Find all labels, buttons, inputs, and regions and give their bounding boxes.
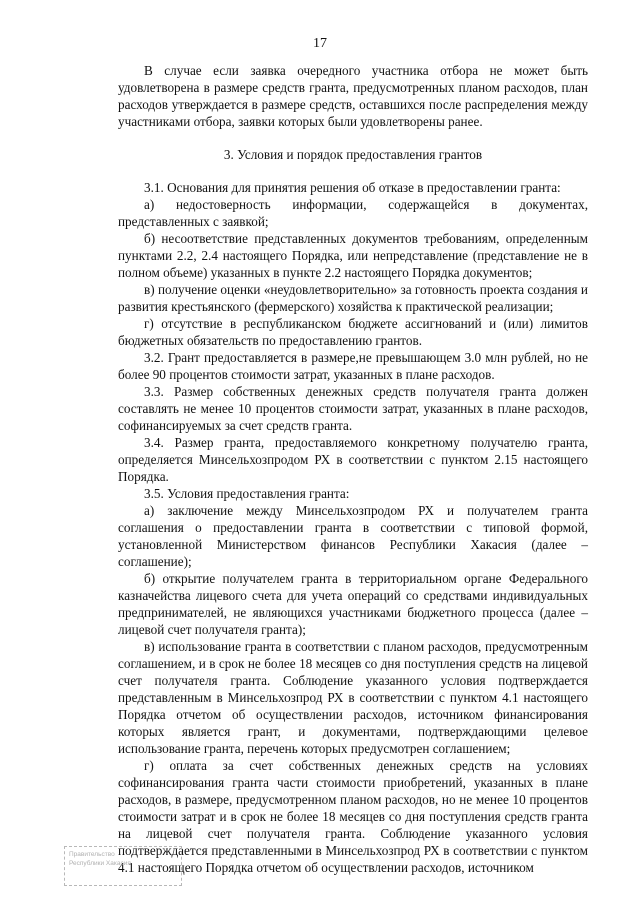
stamp-line: Республики Хакасия bbox=[69, 860, 131, 867]
document-body bbox=[118, 62, 588, 876]
intro-paragraph: В случае если заявка очередного участника отбора не может быть удовлетворена в размере средств гранта, предусмотренных планом расходов, план расходов утверждается в размере средств, оставшихся после распределения между участниками отбора, заявки которых были удовлетворены ранее. bbox=[118, 63, 588, 129]
paragraph-3-1-v: в) получение оценки «неудовлетворительно» за готовность проекта создания и развития крестьянского (фермерского) хозяйства к практической реализации; bbox=[118, 282, 588, 314]
document-stamp bbox=[64, 846, 182, 886]
paragraph-3-4: 3.4. Размер гранта, предоставляемого конкретному получателю гранта, определяется Минсельхозпродом РХ в соответствии с пунктом 2.15 настоящего Порядка. bbox=[118, 435, 588, 484]
stamp-line: Правительство bbox=[69, 851, 115, 858]
paragraph-3-2: 3.2. Грант предоставляется в размере,не превышающем 3.0 млн рублей, но не более 90 процентов стоимости затрат, указанных в плане расходов. bbox=[118, 350, 588, 382]
paragraph-3-1: 3.1. Основания для принятия решения об отказе в предоставлении гранта: bbox=[144, 180, 561, 195]
paragraph-3-5-b: б) открытие получателем гранта в территориальном органе Федерального казначейства лицевого счета для учета операций со средствами индивидуальных предпринимателей, не являющихся участниками бюджетного процесса (далее – лицевой счет получателя гранта); bbox=[118, 571, 588, 637]
paragraph-3-5-g: г) оплата за счет собственных денежных средств на условиях софинансирования гранта части стоимости приобретений, указанных в плане расходов, в размере, предусмотренном планом расходов, но не менее 10 процентов стоимости затрат и в срок не более 18 месяцев со дня поступления средств гранта на лицевой счет получателя гранта. Соблюдение указанного условия подтверждается представленными в Минсельхозпрод РХ в соответствии с пунктом 4.1 настоящего Порядка отчетом об осуществлении расходов, источником bbox=[118, 758, 588, 875]
section-heading: 3. Условия и порядок предоставления грантов bbox=[223, 147, 483, 162]
paragraph-3-5: 3.5. Условия предоставления гранта: bbox=[144, 486, 350, 501]
page-number: 17 bbox=[313, 36, 327, 51]
paragraph-3-1-g: г) отсутствие в республиканском бюджете ассигнований и (или) лимитов бюджетных обязательств по предоставлению грантов. bbox=[118, 316, 588, 348]
paragraph-3-1-a: а) недостоверность информации, содержащейся в документах, представленных с заявкой; bbox=[118, 197, 588, 229]
paragraph-3-1-b: б) несоответствие представленных документов требованиям, определенным пунктами 2.2, 2.4 настоящего Порядка, или непредставление (представление не в полном объеме) указанных в пункте 2.2 настоящего Порядка документов; bbox=[118, 231, 588, 280]
paragraph-3-5-v: в) использование гранта в соответствии с планом расходов, предусмотренным соглашением, и в срок не более 18 месяцев со дня поступления средств на лицевой счет получателя гранта. Соблюдение указанного условия подтверждается представленным в Минсельхозпрод РХ в соответствии с пунктом 4.1 настоящего Порядка отчетом об осуществлении расходов, источником финансирования которых является грант, и документами, подтверждающими целевое использование гранта, перечень которых предусмотрен соглашением; bbox=[118, 639, 588, 756]
paragraph-3-3: 3.3. Размер собственных денежных средств получателя гранта должен составлять не менее 10 процентов стоимости затрат, указанных в плане расходов, софинансируемых за счет средств гранта. bbox=[118, 384, 588, 433]
paragraph-3-5-a: а) заключение между Минсельхозпродом РХ и получателем гранта соглашения о предоставлении гранта в соответствии с типовой формой, установленной Министерством финансов Республики Хакасия (далее – соглашение); bbox=[118, 503, 588, 569]
